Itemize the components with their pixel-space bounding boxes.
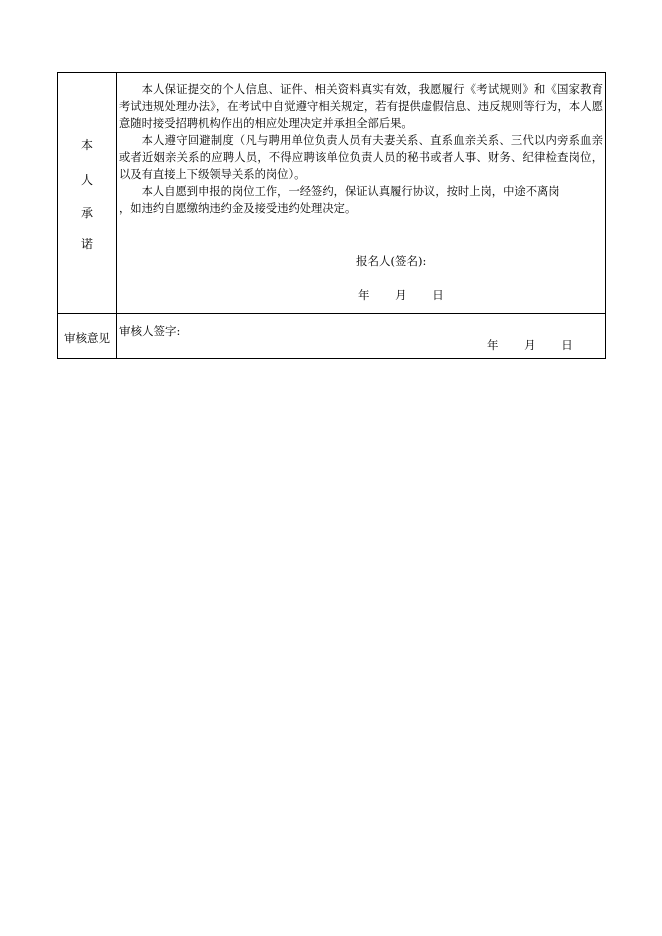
pledge-paragraph-avoidance: 本人遵守回避制度（凡与聘用单位负责人员有夫妻关系、直系血亲关系、三代以内旁系血亲或者近姻亲关系的应聘人员，不得应聘该单位负责人员的秘书或者人事、财务、纪律检查岗位，以及有直接上下级领导关系的岗位）。 bbox=[119, 134, 603, 181]
pledge-paragraph-commitment: 本人自愿到申报的岗位工作，一经签约，保证认真履行协议，按时上岗，中途不离岗 bbox=[141, 185, 560, 198]
pledge-paragraph-truthfulness: 本人保证提交的个人信息、证件、相关资料真实有效，我愿履行《考试规则》和《国家教育考试违规处理办法》，在考试中自觉遵守相关规定，若有提供虚假信息、违反规则等行为，本人愿意随时接受招聘机构作出的相应处理决定并承担全部后果。 bbox=[119, 83, 603, 130]
pledge-label-char: 承 bbox=[80, 206, 93, 220]
pledge-text bbox=[119, 81, 603, 217]
pledge-label-cell bbox=[58, 73, 117, 314]
pledge-label-char: 本 bbox=[80, 138, 93, 152]
pledge-paragraph-commitment-cont: ，如违约自愿缴纳违约金及接受违约处理决定。 bbox=[119, 202, 357, 215]
review-date: 年 月 日 bbox=[487, 338, 573, 352]
pledge-row bbox=[58, 73, 606, 314]
pledge-content-cell bbox=[117, 73, 606, 314]
review-label: 审核意见 bbox=[64, 331, 110, 345]
pledge-label-char: 人 bbox=[80, 173, 93, 187]
applicant-date: 年 月 日 bbox=[358, 288, 444, 302]
applicant-signature-label: 报名人(签名): bbox=[356, 254, 427, 268]
review-row bbox=[58, 314, 606, 359]
review-label-cell bbox=[58, 314, 117, 359]
review-content-cell bbox=[117, 314, 606, 359]
pledge-label-char: 诺 bbox=[80, 237, 93, 251]
pledge-form-table bbox=[57, 72, 606, 359]
reviewer-signature-label: 审核人签字: bbox=[119, 324, 181, 338]
